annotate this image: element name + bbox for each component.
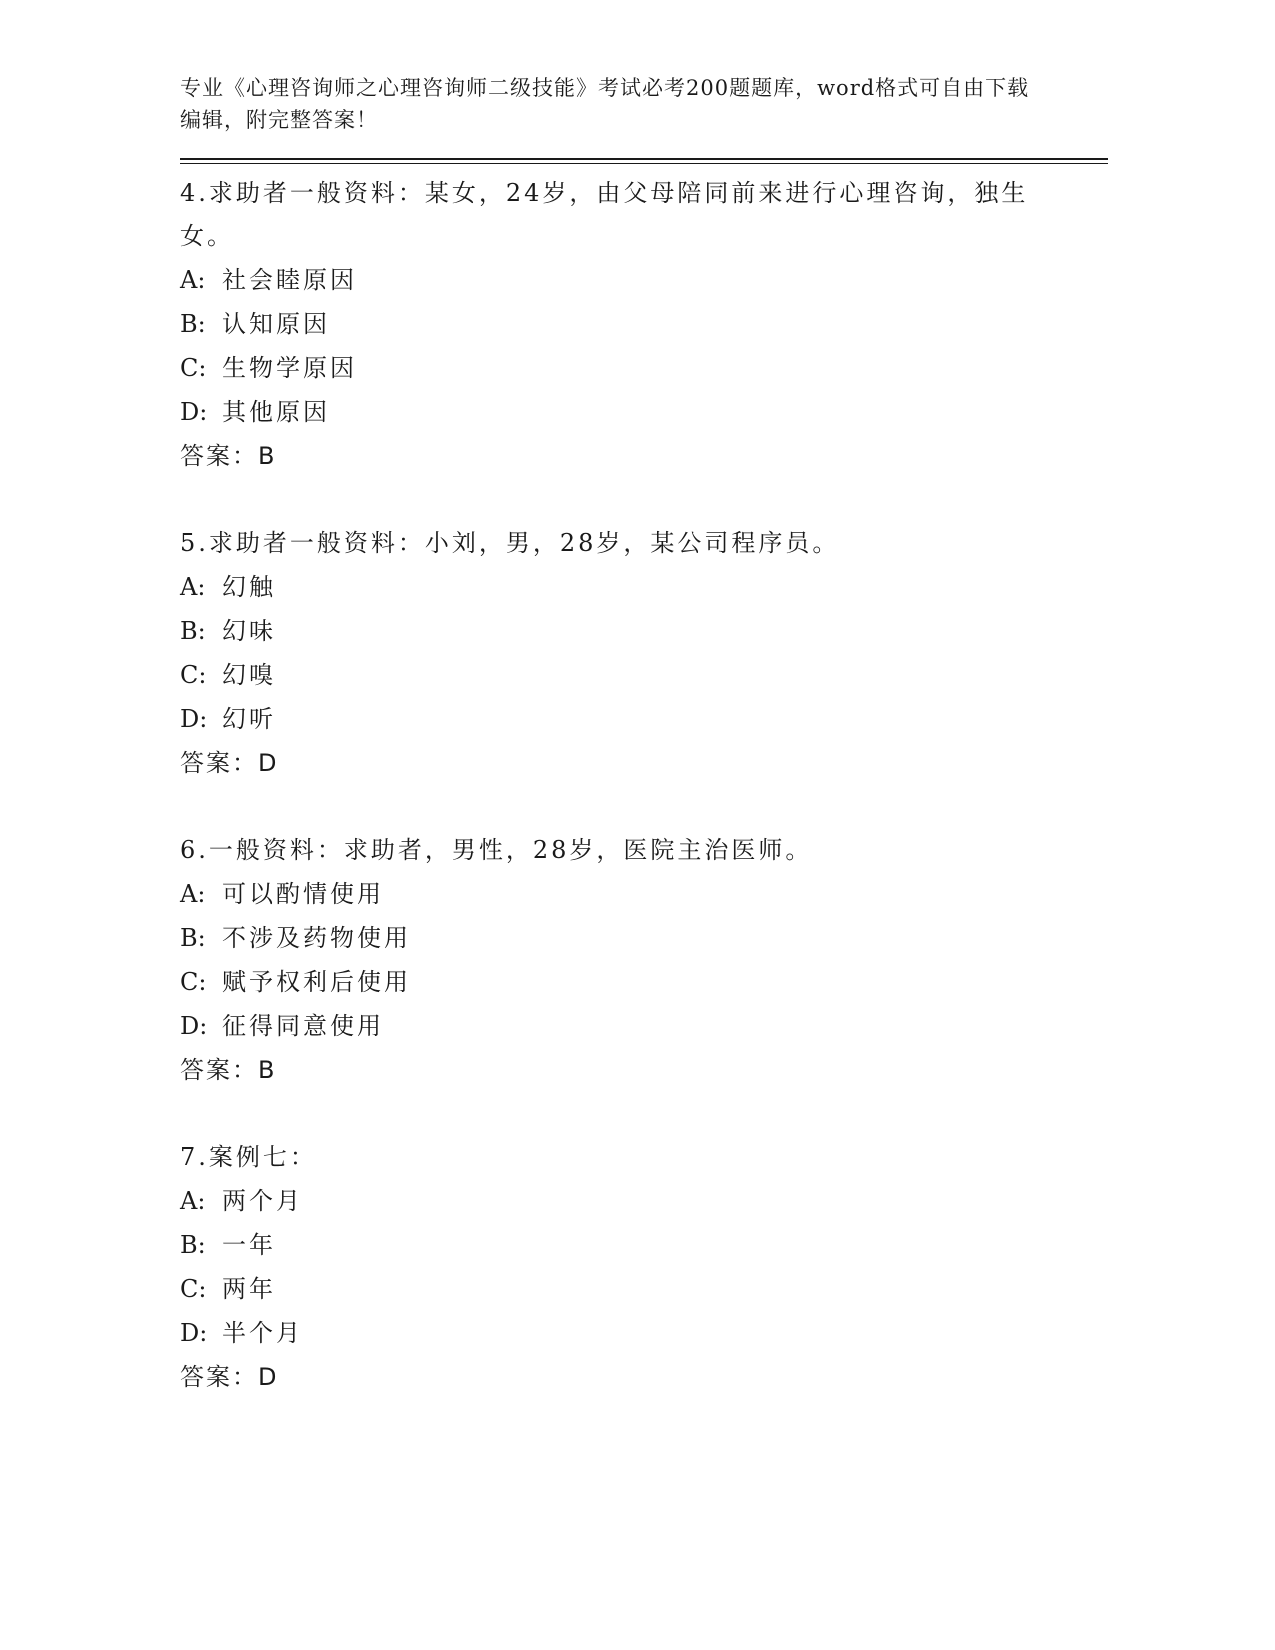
answer-line: 答案：D	[180, 749, 279, 777]
document-header: 专业《心理咨询师之心理咨询师二级技能》考试必考200题题库，word格式可自由下载编辑，附完整答案！	[180, 76, 1030, 132]
option-letter: A:	[180, 1187, 206, 1215]
option-letter: C:	[180, 354, 207, 382]
question-4	[180, 172, 1100, 478]
option-letter: B:	[180, 310, 206, 338]
option-letter: C:	[180, 1275, 207, 1303]
option-letter: D:	[180, 1012, 208, 1040]
option-a	[180, 565, 1100, 609]
question-title: 7.案例七：	[180, 1143, 317, 1171]
option-d	[180, 1311, 1100, 1355]
option-c	[180, 1267, 1100, 1311]
rule-line-bottom	[180, 163, 1108, 164]
header-double-rule	[180, 158, 1108, 164]
option-letter: D:	[180, 398, 208, 426]
option-a	[180, 1179, 1100, 1223]
question-6	[180, 829, 1100, 1092]
option-text: 可以酌情使用	[222, 880, 384, 908]
option-d	[180, 697, 1100, 741]
option-letter: C:	[180, 968, 207, 996]
option-text: 两个月	[222, 1187, 303, 1215]
option-letter: B:	[180, 617, 206, 645]
option-c	[180, 653, 1100, 697]
question-7	[180, 1136, 1100, 1399]
option-text: 社会睦原因	[222, 266, 357, 294]
option-letter: A:	[180, 573, 206, 601]
document-page	[180, 72, 1100, 1399]
answer-line: 答案：B	[180, 1056, 277, 1084]
option-c	[180, 960, 1100, 1004]
option-text: 生物学原因	[222, 354, 357, 382]
option-letter: D:	[180, 1319, 208, 1347]
option-a	[180, 872, 1100, 916]
option-letter: B:	[180, 924, 206, 952]
option-letter: C:	[180, 661, 207, 689]
option-text: 幻听	[222, 705, 276, 733]
option-text: 幻味	[222, 617, 276, 645]
option-b	[180, 1223, 1100, 1267]
option-letter: B:	[180, 1231, 206, 1259]
option-b	[180, 609, 1100, 653]
option-text: 征得同意使用	[222, 1012, 384, 1040]
question-title: 5.求助者一般资料：小刘，男，28岁，某公司程序员。	[180, 529, 840, 557]
option-a	[180, 258, 1100, 302]
option-c	[180, 346, 1100, 390]
question-title: 6.一般资料：求助者，男性，28岁，医院主治医师。	[180, 836, 813, 864]
option-text: 不涉及药物使用	[222, 924, 411, 952]
question-title: 4.求助者一般资料：某女，24岁，由父母陪同前来进行心理咨询，独生女。	[180, 179, 1029, 250]
option-d	[180, 390, 1100, 434]
option-text: 两年	[222, 1275, 276, 1303]
answer-line: 答案：B	[180, 442, 277, 470]
option-text: 一年	[222, 1231, 276, 1259]
option-text: 其他原因	[222, 398, 330, 426]
option-text: 半个月	[222, 1319, 303, 1347]
option-b	[180, 916, 1100, 960]
option-letter: A:	[180, 880, 206, 908]
answer-line: 答案：D	[180, 1363, 279, 1391]
option-b	[180, 302, 1100, 346]
option-letter: A:	[180, 266, 206, 294]
option-text: 赋予权利后使用	[222, 968, 411, 996]
rule-line-top	[180, 158, 1108, 160]
option-text: 幻嗅	[222, 661, 276, 689]
option-d	[180, 1004, 1100, 1048]
option-text: 认知原因	[222, 310, 330, 338]
option-letter: D:	[180, 705, 208, 733]
question-5	[180, 522, 1100, 785]
option-text: 幻触	[222, 573, 276, 601]
